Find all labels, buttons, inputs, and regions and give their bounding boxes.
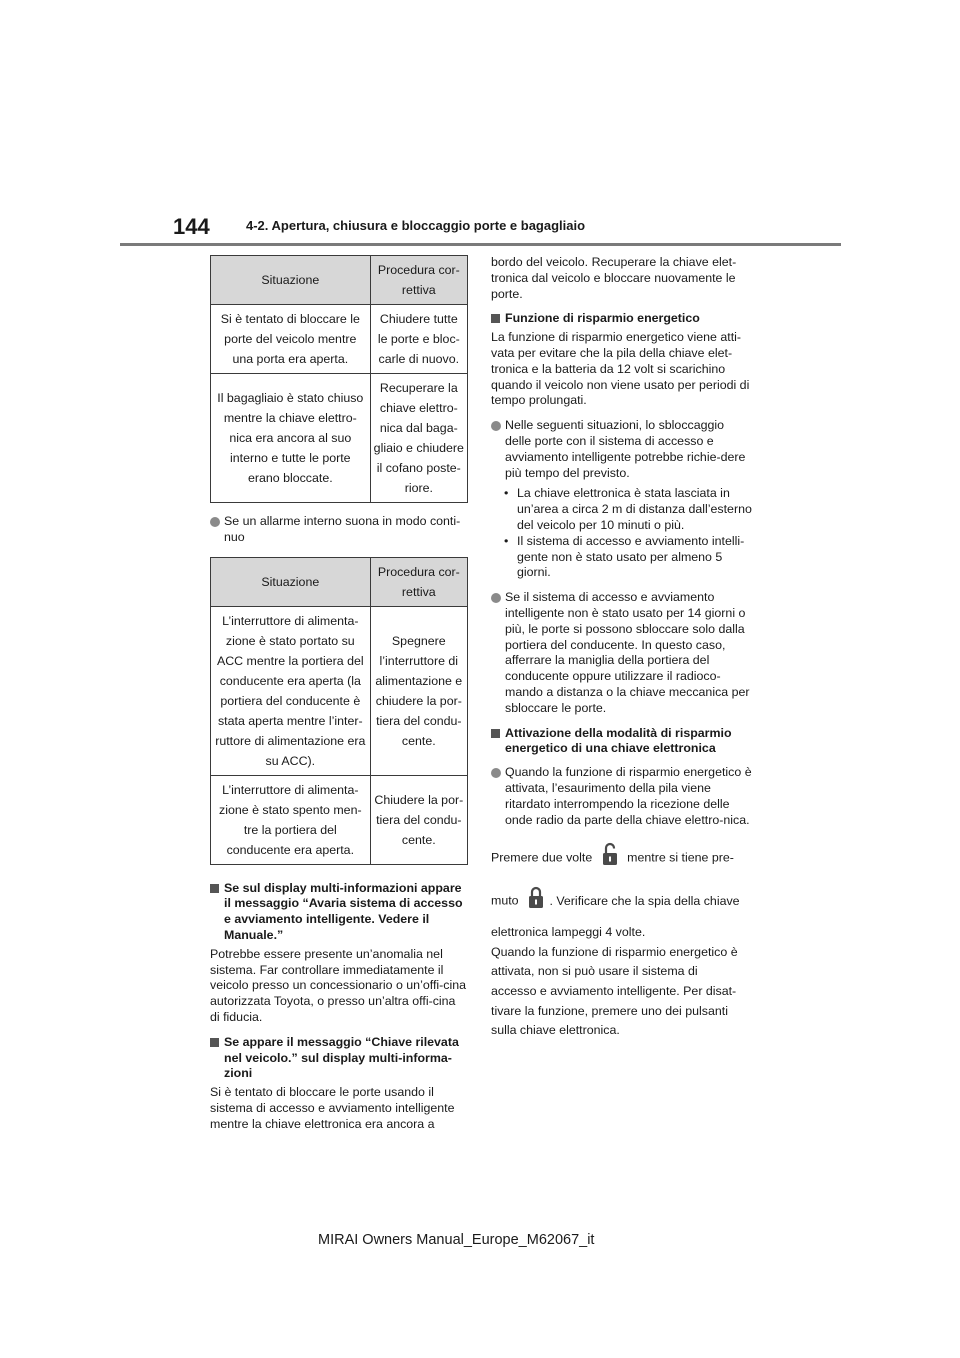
right-column [491, 255, 753, 1041]
bullet-text: Se un allarme interno suona in modo conti-nuo [224, 514, 461, 544]
table-header-situation: Situazione [211, 557, 371, 606]
table-door-situations [210, 255, 468, 503]
page-number: 144 [173, 214, 210, 239]
heading-activation [491, 726, 753, 758]
list-item [491, 486, 753, 533]
paragraph-system-failure: Potrebbe essere presente un’anomalia nel sistema. Far controllare immediatamente il veicolo presso un concessionario o un’offi-cina autorizzata Toyota, o presso un’altra offi-cina di fiducia. [210, 946, 466, 1024]
list-item-text: Il sistema di accesso e avviamento intelli-gente non è stato usato per almeno 5 giorni. [517, 533, 745, 580]
instruction-press-line [491, 842, 753, 874]
table-cell: Recuperare la chiave elettro-nica dal baga-gliaio e chiudere il cofano poste-riore. [370, 374, 467, 503]
circle-bullet-icon [491, 768, 501, 778]
instruction-text: . Verificare che la spia della chiave [549, 893, 740, 908]
paragraph-energy-saving: La funzione di risparmio energetico viene atti-vata per evitare che la pila della chiave elet-tronica e la batteria da 12 volt si scarichino quando il veicolo non viene usato per periodi di tempo prolungati. [491, 330, 750, 408]
heading-text: Se sul display multi-informazioni appare il messaggio “Avaria sistema di accesso e avviamento intelligente. Vedere il Manuale.” [224, 880, 463, 942]
instruction-text: Premere due volte [491, 850, 593, 865]
section-title: 4-2. Apertura, chiusura e bloccaggio porte e bagagliaio [246, 218, 586, 233]
instruction-tail [491, 923, 753, 1041]
text-line: Quando la funzione di risparmio energetico è [491, 944, 738, 959]
table-cell: Chiudere la por-tiera del condu-cente. [370, 775, 467, 864]
heading-text: Se appare il messaggio “Chiave rilevata nel veicolo.” sul display multi-informa-zioni [224, 1034, 459, 1081]
bullet-activation [491, 765, 753, 828]
text-line: tivare la funzione, premere uno dei pulsanti [491, 1003, 728, 1018]
bullet-text: Nelle seguenti situazioni, lo sbloccaggio delle porte con il sistema di accesso e avviamento intelligente potrebbe richie-dere più tempo del previsto. [505, 418, 746, 480]
square-marker-icon [210, 884, 219, 893]
table-row [211, 374, 468, 503]
heading-system-failure [210, 881, 468, 944]
circle-bullet-icon [491, 593, 501, 603]
list-item [491, 534, 753, 581]
bullet-situations [491, 418, 753, 481]
circle-bullet-icon [491, 421, 501, 431]
list-item-text: La chiave elettronica è stata lasciata in un’area a circa 2 m di distanza dall’esterno del veicolo per 10 minuti o più. [517, 486, 752, 532]
lock-icon [528, 885, 544, 917]
table-header-situation: Situazione [211, 256, 371, 305]
bullet-text: Quando la funzione di risparmio energetico è attivata, l’esaurimento della pila viene ritardato interrompendo la ricezione delle onde radio da parte della chiave elettro-nica. [505, 765, 752, 827]
table-header-procedure: Procedura cor- rettiva [370, 256, 467, 305]
table-cell: Spegnere l’interruttore di alimentazione e chiudere la por-tiera del condu-cente. [370, 606, 467, 775]
table-row [211, 606, 468, 775]
left-column [210, 255, 468, 1138]
square-marker-icon [210, 1038, 219, 1047]
table-cell: L’interruttore di alimenta-zione è stato portato su ACC mentre la portiera del conducente era aperta (la portiera del conducente è stata aperta mentre l’inter-ruttore di alimentazione era su ACC). [211, 606, 371, 775]
bullet-14-days [491, 590, 753, 716]
sub-bullet-mark: • [504, 486, 509, 501]
table-cell: Si è tentato di bloccare le porte del veicolo mentre una porta era aperta. [211, 305, 371, 374]
heading-text: Funzione di risparmio energetico [505, 311, 700, 326]
heading-energy-saving [491, 311, 753, 327]
text-line: attivata, non si può usare il sistema di [491, 964, 698, 979]
text-line: sulla chiave elettronica. [491, 1023, 620, 1038]
heading-key-detected [210, 1035, 468, 1082]
paragraph-continue: bordo del veicolo. Recuperare la chiave elet-tronica dal veicolo e bloccare nuovamente le porte. [491, 255, 737, 301]
instruction-muto-line [491, 885, 753, 917]
table-cell: L’interruttore di alimenta-zione è stato spento men-tre la portiera del conducente era aperta. [211, 775, 371, 864]
table-row [211, 775, 468, 864]
square-marker-icon [491, 729, 500, 738]
header-rule [120, 243, 841, 246]
text-line: accesso e avviamento intelligente. Per disat- [491, 984, 737, 999]
instruction-text: muto [491, 893, 519, 908]
table-cell: Chiudere tutte le porte e bloc-carle di nuovo. [370, 305, 467, 374]
paragraph-key-detected: Si è tentato di bloccare le porte usando il sistema di accesso e avviamento intelligente mentre la chiave elettronica era ancora a [210, 1085, 455, 1131]
bullet-alarm [210, 514, 468, 546]
sub-bullet-mark: • [504, 533, 509, 548]
table-row [211, 305, 468, 374]
table-header-procedure: Procedura cor- rettiva [370, 557, 467, 606]
circle-bullet-icon [210, 517, 220, 527]
bullet-text: Se il sistema di accesso e avviamento intelligente non è stato usato per 14 giorni o più, le porte si possono sbloccare solo dalla portiera del conducente. In questo caso, afferrare la maniglia della portiera del conducente oppure utilizzare il radioco-mando a distanza o la chiave meccanica per sbloccare le porte. [505, 590, 750, 715]
page-footer: MIRAI Owners Manual_Europe_M62067_it [318, 1232, 595, 1248]
heading-text: Attivazione della modalità di risparmio energetico di una chiave elettronica [505, 725, 732, 756]
instruction-text: mentre si tiene pre- [627, 850, 734, 865]
table-alarm-situations [210, 557, 468, 865]
square-marker-icon [491, 314, 500, 323]
text-line: elettronica lampeggi 4 volte. [491, 925, 646, 940]
unlock-icon [602, 842, 618, 874]
table-cell: Il bagagliaio è stato chiuso mentre la chiave elettro-nica era ancora al suo interno e tutte le porte erano bloccate. [211, 374, 371, 503]
